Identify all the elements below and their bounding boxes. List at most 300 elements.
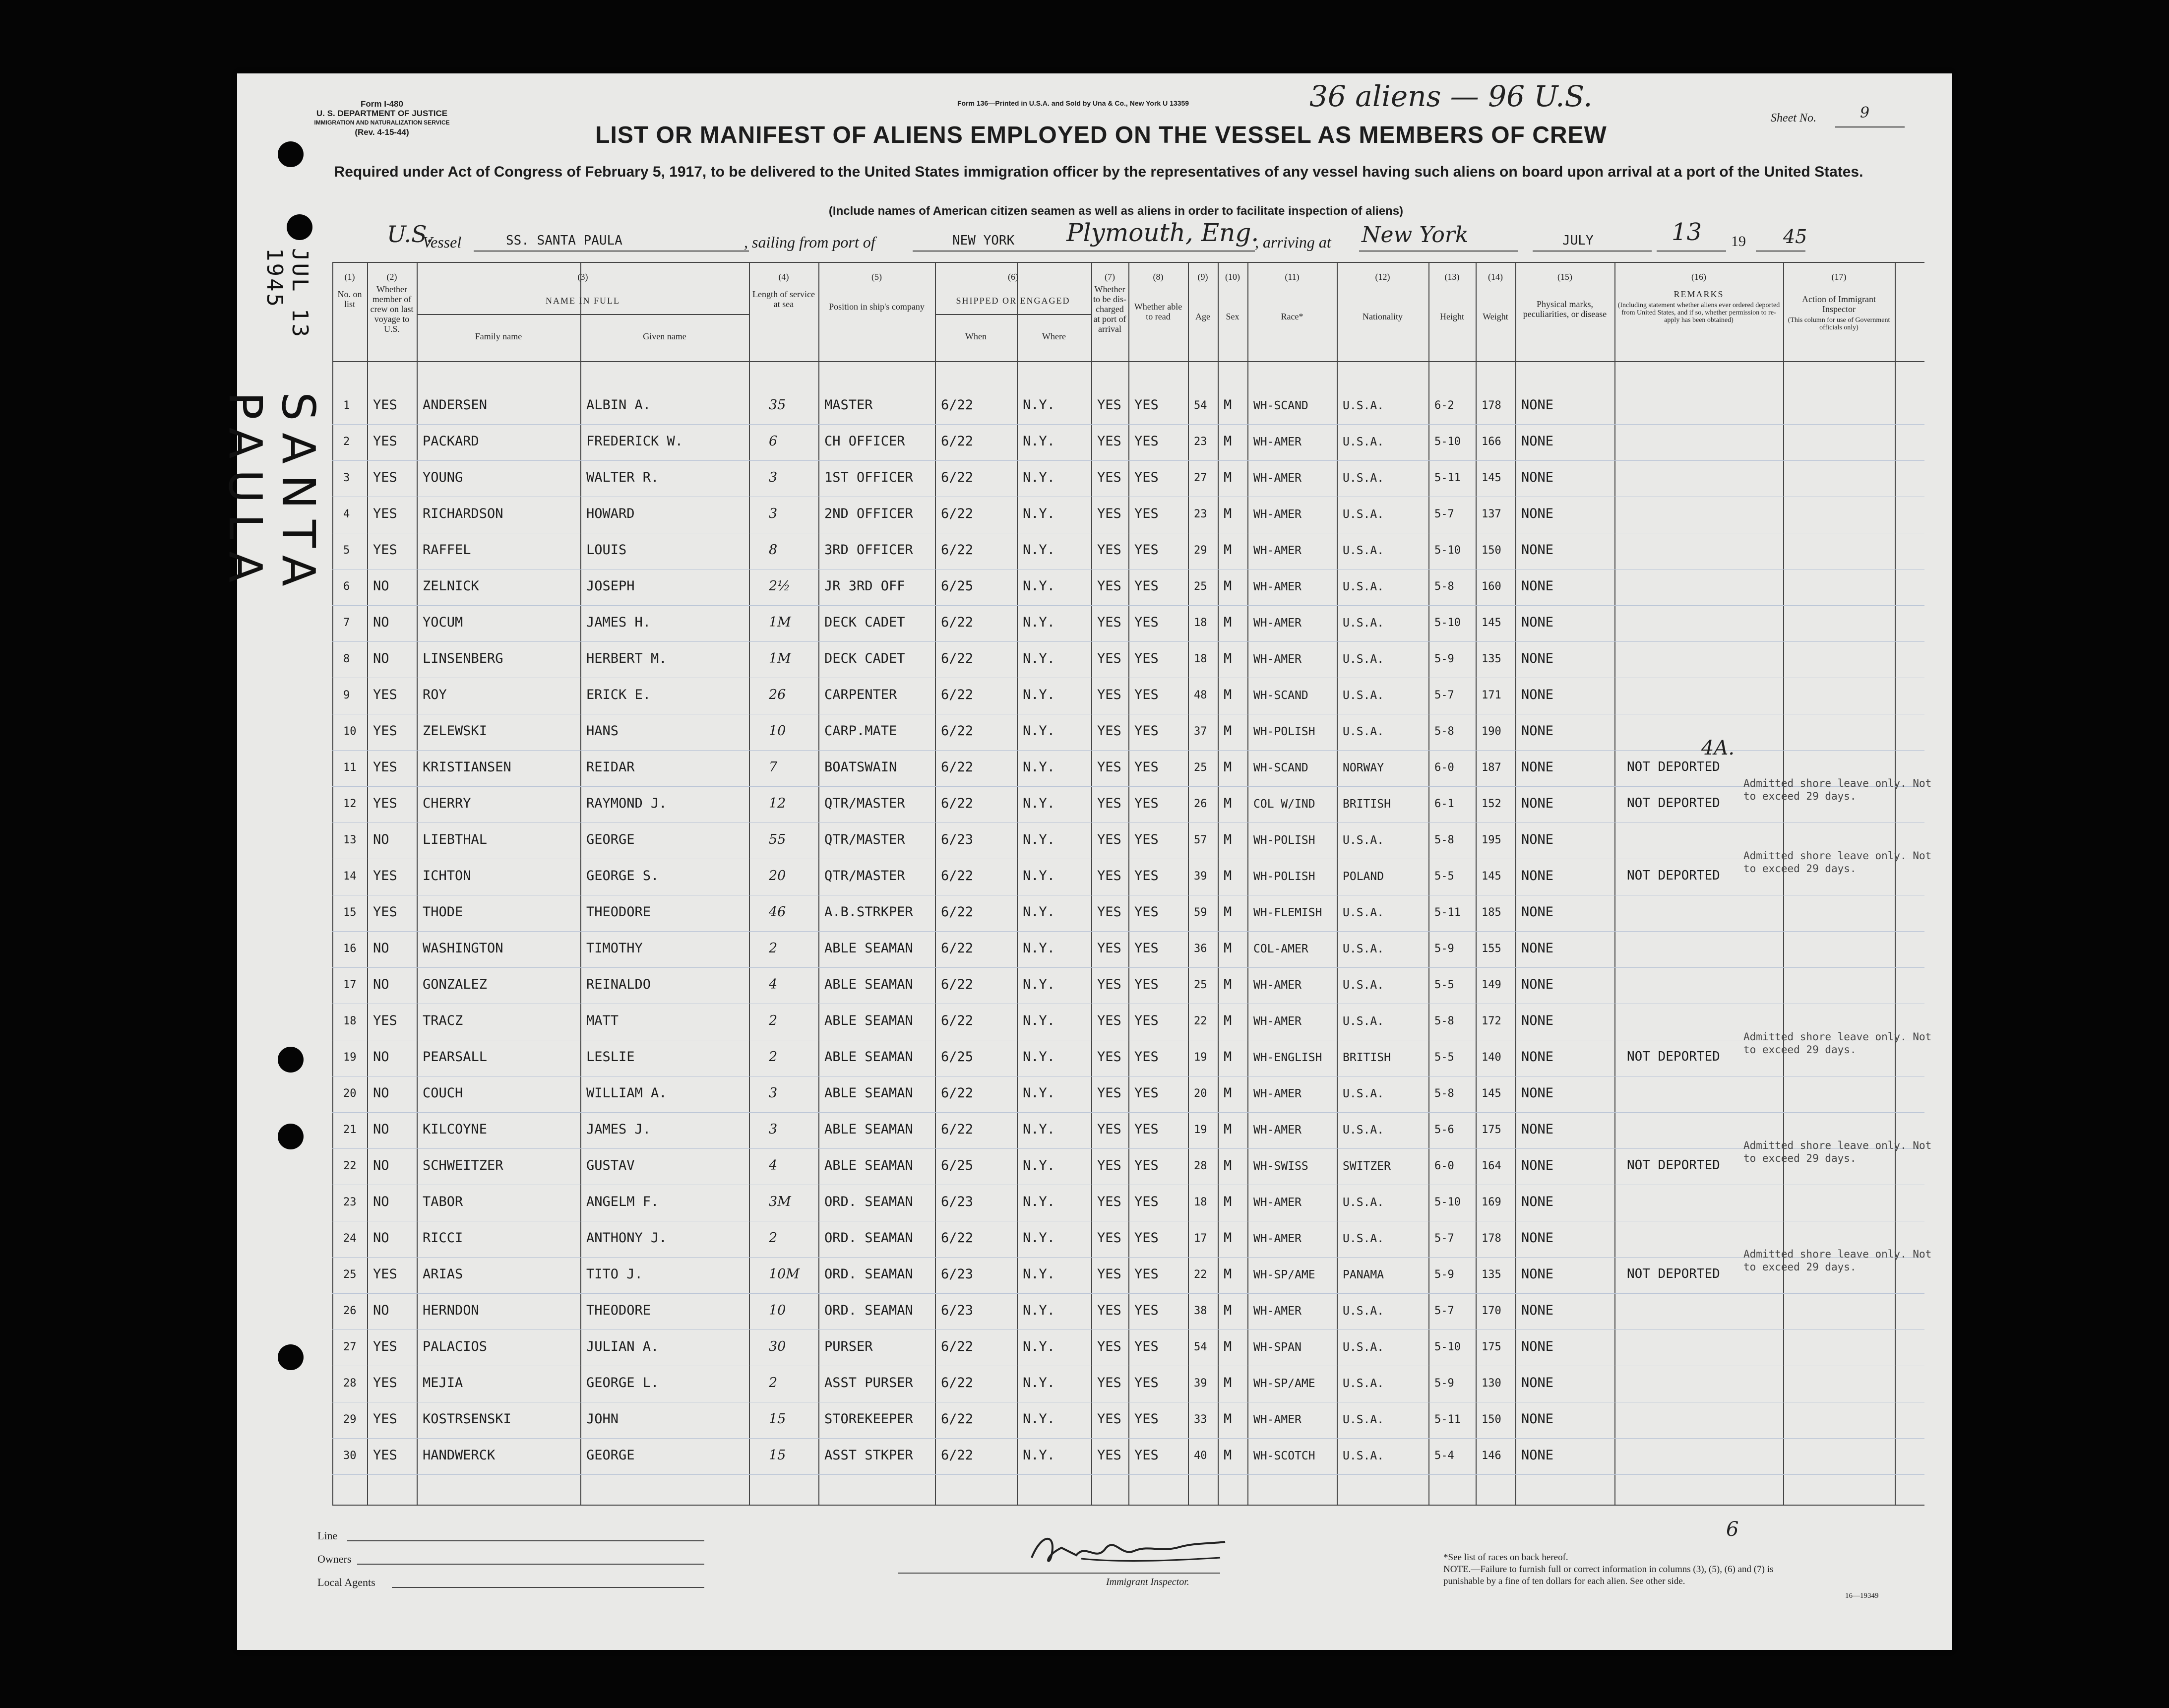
cell-nationality: U.S.A. [1343,1377,1384,1390]
cell-nationality: U.S.A. [1343,1450,1384,1462]
cell-where: N.Y. [1023,506,1055,521]
cell-nationality: U.S.A. [1343,1087,1384,1100]
cell-family-name: KILCOYNE [423,1122,488,1137]
cell-given-name: LESLIE [586,1049,635,1065]
cell-last-voyage: NO [373,1049,389,1065]
cell-when: 6/22 [941,1085,974,1101]
cell-race: WH-SP/AME [1253,1268,1315,1281]
table-row [332,1248,1932,1294]
table-row [332,850,1932,895]
cell-no: 9 [343,689,350,701]
cell-nationality: U.S.A. [1343,544,1384,557]
header-weight: Weight [1483,312,1508,321]
cell-discharged: YES [1097,578,1121,594]
cell-position: A.B.STRKPER [824,904,913,920]
cell-last-voyage: YES [373,470,397,485]
cell-height: 6-0 [1434,761,1454,774]
cell-sex: M [1224,1375,1232,1391]
cell-age: 38 [1194,1305,1207,1317]
cell-when: 6/22 [941,1411,974,1427]
cell-age: 25 [1194,979,1207,991]
cell-discharged: YES [1097,1303,1121,1318]
arrival-month: JULY [1562,233,1594,248]
sheet-label: Sheet No. [1771,112,1816,125]
cell-given-name: HOWARD [586,506,635,521]
header-shipped: SHIPPED OR ENGAGED [956,296,1070,306]
cell-given-name: WALTER R. [586,470,659,485]
cell-height: 5-8 [1434,1015,1454,1027]
cell-nationality: U.S.A. [1343,472,1384,485]
cell-position: CARP.MATE [824,723,897,739]
cell-race: WH-POLISH [1253,725,1315,738]
cell-weight: 145 [1482,617,1501,629]
cell-able-to-read: YES [1134,1049,1159,1065]
cell-given-name: GEORGE [586,832,635,847]
cell-discharged: YES [1097,868,1121,884]
cell-given-name: REIDAR [586,759,635,775]
cell-height: 5-10 [1434,544,1461,557]
cell-height: 5-7 [1434,1232,1454,1245]
cell-physical-marks: NONE [1521,723,1554,739]
cell-height: 5-4 [1434,1450,1454,1462]
cell-family-name: ROY [423,687,447,702]
column-number: (9) [1197,272,1208,282]
cell-family-name: HERNDON [423,1303,479,1318]
cell-physical-marks: NONE [1521,941,1554,956]
cell-weight: 137 [1482,508,1501,520]
column-number: (2) [386,272,397,282]
cell-weight: 150 [1482,544,1501,557]
cell-nationality: U.S.A. [1343,725,1384,738]
cell-nationality: U.S.A. [1343,1341,1384,1354]
cell-no: 8 [343,653,350,665]
cell-race: WH-SCAND [1253,399,1308,412]
cell-physical-marks: NONE [1521,578,1554,594]
cell-discharged: YES [1097,1013,1121,1028]
cell-position: ABLE SEAMAN [824,1085,913,1101]
cell-family-name: COUCH [423,1085,463,1101]
cell-weight: 155 [1482,943,1501,955]
cell-family-name: LINSENBERG [423,651,503,666]
header-position: Position in ship's company [829,302,925,312]
cell-service-length: 12 [769,796,786,811]
table-row [332,1113,1924,1149]
department: U. S. DEPARTMENT OF JUSTICE [316,109,448,118]
crew-table [332,262,1932,1505]
cell-given-name: ERICK E. [586,687,651,702]
cell-weight: 187 [1482,761,1501,774]
cell-able-to-read: YES [1134,759,1159,775]
cell-height: 5-5 [1434,1051,1454,1064]
cell-able-to-read: YES [1134,1013,1159,1028]
cell-where: N.Y. [1023,723,1055,739]
cell-when: 6/25 [941,1158,974,1173]
cell-when: 6/22 [941,1013,974,1028]
header-given-name: Given name [643,331,686,341]
cell-race: WH-ENGLISH [1253,1051,1322,1064]
year-prefix: 19 [1731,233,1746,250]
cell-sex: M [1224,832,1232,847]
cell-given-name: GUSTAV [586,1158,635,1173]
header-remarks-sub: (Including statement whether aliens ever ordered deported from United States, and if so, whether permission to re-apply has been obtained) [1617,302,1780,324]
cell-when: 6/22 [941,542,974,558]
cell-last-voyage: NO [373,1303,389,1318]
column-number: (5) [871,272,882,282]
cell-able-to-read: YES [1134,796,1159,811]
cell-no: 10 [343,725,357,738]
cell-position: STOREKEEPER [824,1411,913,1427]
cell-age: 40 [1194,1450,1207,1462]
column-number: (17) [1831,272,1847,282]
cell-family-name: GONZALEZ [423,977,488,992]
cell-when: 6/22 [941,397,974,413]
cell-age: 54 [1194,399,1207,412]
owners-label: Owners [317,1553,352,1565]
cell-weight: 175 [1482,1341,1501,1353]
cell-given-name: JAMES J. [586,1122,651,1137]
cell-age: 18 [1194,617,1207,629]
cell-nationality: BRITISH [1343,798,1391,811]
cell-when: 6/22 [941,1122,974,1137]
cell-where: N.Y. [1023,1303,1055,1318]
column-number: (13) [1444,272,1460,282]
cell-family-name: ICHTON [423,868,471,884]
cell-when: 6/22 [941,904,974,920]
cell-last-voyage: YES [373,434,397,449]
cell-height: 5-9 [1434,943,1454,955]
cell-remarks: NOT DEPORTED [1627,759,1720,774]
cell-service-length: 2½ [769,578,791,594]
cell-position: ABLE SEAMAN [824,977,913,992]
inspector-signature [1022,1528,1230,1573]
cell-given-name: THEODORE [586,904,651,920]
cell-physical-marks: NONE [1521,1013,1554,1028]
cell-physical-marks: NONE [1521,1266,1554,1282]
cell-race: WH-SCAND [1253,689,1308,702]
cell-discharged: YES [1097,1158,1121,1173]
cell-discharged: YES [1097,1339,1121,1354]
cell-given-name: ALBIN A. [586,397,651,413]
cell-service-length: 35 [769,397,786,413]
cell-last-voyage: YES [373,397,397,413]
cell-family-name: THODE [423,904,463,920]
cell-discharged: YES [1097,832,1121,847]
cell-family-name: WASHINGTON [423,941,503,956]
cell-service-length: 2 [769,1230,778,1246]
table-row [332,714,1924,751]
cell-nationality: U.S.A. [1343,508,1384,521]
header-remarks: REMARKS [1673,289,1724,299]
sailing-port-hand: Plymouth, Eng. [1066,218,1259,247]
cell-age: 19 [1194,1051,1207,1064]
cell-no: 22 [343,1160,357,1172]
cell-given-name: ANTHONY J. [586,1230,667,1246]
cell-discharged: YES [1097,1448,1121,1463]
cell-position: QTR/MASTER [824,796,905,811]
cell-nationality: U.S.A. [1343,1305,1384,1318]
cell-where: N.Y. [1023,1339,1055,1354]
cell-given-name: TITO J. [586,1266,643,1282]
cell-discharged: YES [1097,506,1121,521]
cell-height: 5-11 [1434,472,1461,484]
cell-family-name: YOUNG [423,470,463,485]
cell-discharged: YES [1097,1411,1121,1427]
agents-label: Local Agents [317,1576,375,1588]
cell-no: 11 [343,761,357,774]
cell-family-name: LIEBTHAL [423,832,488,847]
cell-physical-marks: NONE [1521,1339,1554,1354]
table-row [332,497,1924,533]
form-number: Form I-480 [361,99,403,109]
cell-where: N.Y. [1023,832,1055,847]
table-row [332,1439,1924,1475]
cell-family-name: TABOR [423,1194,463,1209]
cell-able-to-read: YES [1134,1085,1159,1101]
cell-sex: M [1224,796,1232,811]
cell-age: 22 [1194,1268,1207,1281]
cell-physical-marks: NONE [1521,1375,1554,1391]
header-where: Where [1042,331,1066,341]
cell-last-voyage: NO [373,832,389,847]
cell-weight: 146 [1482,1450,1501,1462]
footer-hand-mark: 6 [1726,1518,1739,1541]
cell-no: 12 [343,798,357,810]
cell-when: 6/22 [941,941,974,956]
cell-nationality: U.S.A. [1343,906,1384,919]
header-no: No. on list [337,289,362,309]
cell-weight: 169 [1482,1196,1501,1208]
cell-race: WH-AMER [1253,1124,1301,1137]
shore-leave-stamp: Admitted shore leave only. Not to exceed 29 days. [1743,850,1932,875]
cell-physical-marks: NONE [1521,434,1554,449]
alien-count-note: 36 aliens — 96 U.S. [1309,79,1593,113]
cell-height: 5-9 [1434,653,1454,665]
cell-weight: 178 [1482,399,1501,412]
cell-sex: M [1224,506,1232,521]
table-row [332,642,1924,678]
cell-able-to-read: YES [1134,578,1159,594]
cell-last-voyage: NO [373,1230,389,1246]
cell-age: 20 [1194,1087,1207,1100]
inspector-label: Immigrant Inspector. [1106,1577,1189,1587]
cell-when: 6/22 [941,1375,974,1391]
cell-discharged: YES [1097,759,1121,775]
cell-family-name: PACKARD [423,434,479,449]
cell-when: 6/22 [941,687,974,702]
shore-leave-stamp: Admitted shore leave only. Not to exceed 29 days. [1743,1031,1932,1056]
revision: (Rev. 4-15-44) [355,127,409,137]
cell-service-length: 3M [769,1194,791,1209]
cell-sex: M [1224,434,1232,449]
cell-nationality: U.S.A. [1343,979,1384,992]
header-subrule [417,314,749,315]
cell-position: 2ND OFFICER [824,506,913,521]
cell-height: 5-11 [1434,906,1461,919]
cell-race: WH-FLEMISH [1253,906,1322,919]
header-nationality: Nationality [1363,312,1403,321]
cell-last-voyage: NO [373,615,389,630]
cell-sex: M [1224,1122,1232,1137]
cell-age: 39 [1194,1377,1207,1390]
cell-physical-marks: NONE [1521,615,1554,630]
table-row [332,932,1924,968]
table-row [332,461,1924,497]
cell-race: WH-AMER [1253,1232,1301,1245]
cell-sex: M [1224,1013,1232,1028]
column-number: (14) [1488,272,1503,282]
column-number: (11) [1285,272,1300,282]
cell-physical-marks: NONE [1521,542,1554,558]
cell-service-length: 2 [769,941,778,956]
table-row [332,1221,1924,1258]
cell-physical-marks: NONE [1521,1303,1554,1318]
cell-remarks: NOT DEPORTED [1627,1049,1720,1064]
cell-last-voyage: NO [373,1085,389,1101]
cell-when: 6/22 [941,868,974,884]
cell-race: WH-SCOTCH [1253,1450,1315,1462]
cell-service-length: 2 [769,1049,778,1065]
column-number: (8) [1153,272,1164,282]
cell-sex: M [1224,868,1232,884]
table-row [332,678,1924,714]
cell-service-length: 1M [769,651,791,666]
cell-race: WH-AMER [1253,1196,1301,1209]
cell-given-name: JAMES H. [586,615,651,630]
cell-remarks: NOT DEPORTED [1627,868,1720,883]
cell-able-to-read: YES [1134,1158,1159,1173]
column-number: (12) [1375,272,1390,282]
cell-race: WH-POLISH [1253,870,1315,883]
cell-sex: M [1224,904,1232,920]
cell-weight: 172 [1482,1015,1501,1027]
cell-sex: M [1224,615,1232,630]
cell-no: 16 [343,943,357,955]
cell-where: N.Y. [1023,1158,1055,1173]
cell-weight: 135 [1482,1268,1501,1281]
cell-height: 5-8 [1434,725,1454,738]
header-age: Age [1195,312,1210,321]
cell-when: 6/25 [941,1049,974,1065]
date-stamp: JUL 13 1945 [262,248,312,339]
header-action: Action of Immigrant Inspector [1802,294,1876,314]
cell-age: 26 [1194,798,1207,810]
table-row [332,606,1924,642]
cell-no: 7 [343,617,350,629]
cell-physical-marks: NONE [1521,1158,1554,1173]
cell-weight: 140 [1482,1051,1501,1064]
cell-height: 5-8 [1434,834,1454,846]
cell-service-length: 46 [769,904,786,920]
cell-able-to-read: YES [1134,1411,1159,1427]
cell-height: 5-11 [1434,1413,1461,1426]
cell-given-name: GEORGE L. [586,1375,659,1391]
cell-nationality: BRITISH [1343,1051,1391,1064]
cell-race: COL W/IND [1253,798,1315,811]
cell-last-voyage: YES [373,796,397,811]
shore-leave-stamp: Admitted shore leave only. Not to exceed 29 days. [1743,1139,1932,1164]
cell-discharged: YES [1097,687,1121,702]
vessel-name: SS. SANTA PAULA [506,233,622,248]
cell-height: 5-6 [1434,1124,1454,1136]
cell-discharged: YES [1097,941,1121,956]
cell-position: ORD. SEAMAN [824,1230,913,1246]
cell-height: 5-5 [1434,870,1454,883]
cell-position: MASTER [824,397,873,413]
cell-service-length: 2 [769,1375,778,1391]
cell-weight: 150 [1482,1413,1501,1426]
cell-last-voyage: NO [373,651,389,666]
cell-able-to-read: YES [1134,434,1159,449]
manifest-subtitle: Required under Act of Congress of February 5, 1917, to be delivered to the United States immigration officer by the representatives of any vessel having such aliens on board upon arrival at a port of the United States. [334,164,1863,180]
cell-discharged: YES [1097,651,1121,666]
table-row [332,1330,1924,1366]
cell-discharged: YES [1097,615,1121,630]
cell-remarks: NOT DEPORTED [1627,1266,1720,1281]
cell-able-to-read: YES [1134,1375,1159,1391]
cell-discharged: YES [1097,1122,1121,1137]
cell-discharged: YES [1097,1266,1121,1282]
cell-race: WH-SWISS [1253,1160,1308,1173]
cell-nationality: PANAMA [1343,1268,1384,1281]
cell-last-voyage: NO [373,578,389,594]
cell-age: 39 [1194,870,1207,883]
table-row [332,388,1924,425]
cell-family-name: YOCUM [423,615,463,630]
cell-physical-marks: NONE [1521,796,1554,811]
cell-position: JR 3RD OFF [824,578,905,594]
table-row [332,1366,1924,1402]
cell-where: N.Y. [1023,904,1055,920]
cell-when: 6/22 [941,1339,974,1354]
cell-race: WH-AMER [1253,472,1301,485]
cell-height: 5-7 [1434,508,1454,520]
cell-when: 6/22 [941,651,974,666]
cell-last-voyage: YES [373,1013,397,1028]
year-suffix: 45 [1783,226,1807,248]
cell-nationality: U.S.A. [1343,689,1384,702]
cell-no: 20 [343,1087,357,1100]
us-mark: U.S. [387,221,434,248]
cell-weight: 145 [1482,870,1501,883]
cell-service-length: 15 [769,1411,786,1427]
cell-no: 23 [343,1196,357,1208]
cell-service-length: 10 [769,723,786,739]
cell-sex: M [1224,1303,1232,1318]
cell-weight: 175 [1482,1124,1501,1136]
cell-position: QTR/MASTER [824,832,905,847]
cell-last-voyage: YES [373,506,397,521]
cell-no: 27 [343,1341,357,1353]
cell-sex: M [1224,578,1232,594]
cell-physical-marks: NONE [1521,1122,1554,1137]
cell-position: ASST STKPER [824,1448,913,1463]
cell-last-voyage: YES [373,1448,397,1463]
cell-last-voyage: YES [373,687,397,702]
cell-family-name: SCHWEITZER [423,1158,503,1173]
cell-no: 13 [343,834,357,846]
arriving-port-hand: New York [1362,222,1469,248]
cell-nationality: NORWAY [1343,761,1384,774]
cell-height: 6-1 [1434,798,1454,810]
header-when: When [965,331,987,341]
cell-discharged: YES [1097,904,1121,920]
column-number: (15) [1557,272,1572,282]
cell-family-name: CHERRY [423,796,471,811]
cell-given-name: ANGELM F. [586,1194,659,1209]
cell-position: ABLE SEAMAN [824,1049,913,1065]
cell-position: ASST PURSER [824,1375,913,1391]
column-number: (16) [1691,272,1706,282]
